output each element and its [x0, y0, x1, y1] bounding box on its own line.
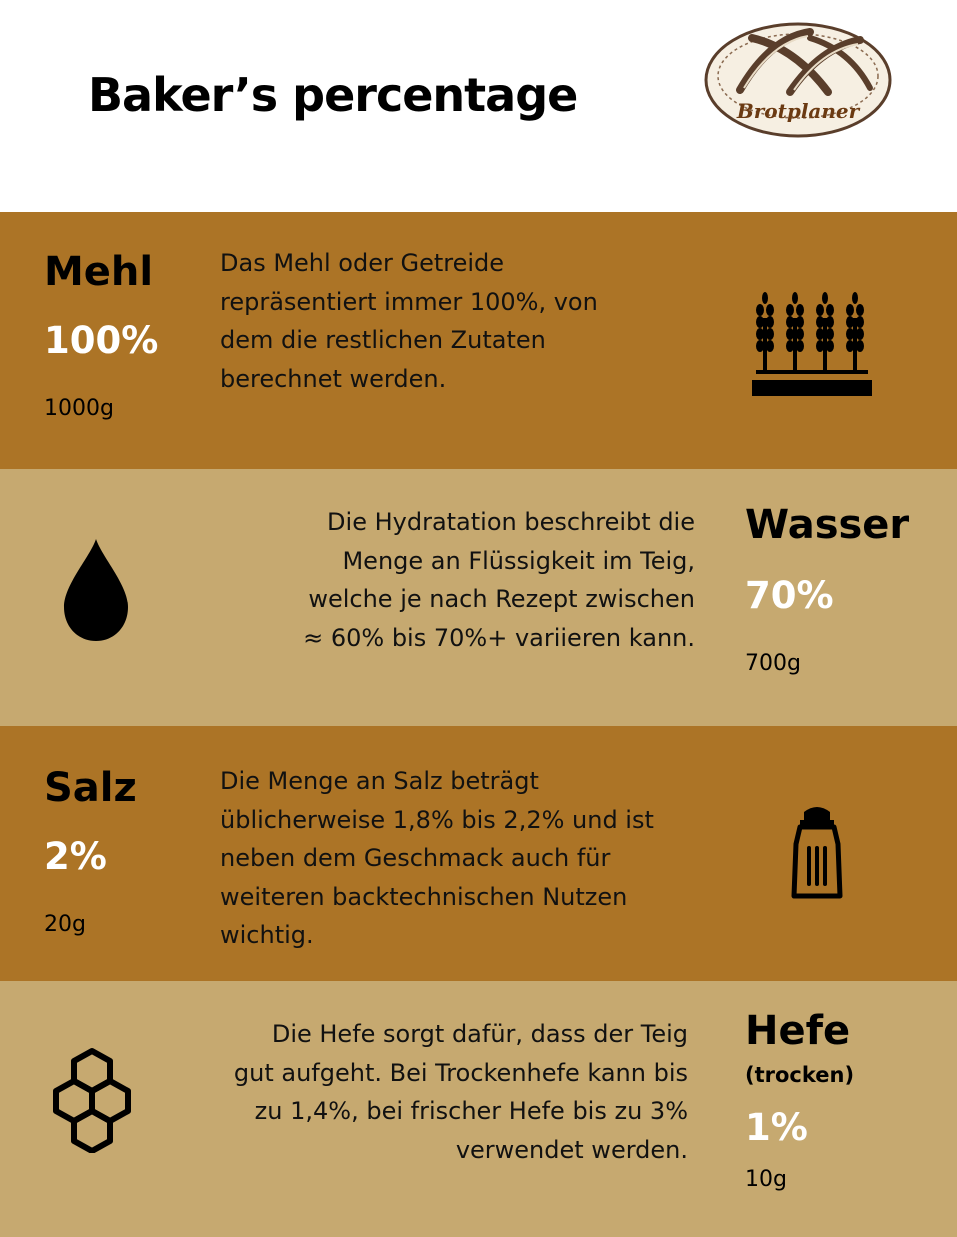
ingredient-grams: 20g — [44, 912, 86, 937]
ingredient-grams: 700g — [745, 651, 801, 676]
section-mehl — [0, 212, 957, 469]
page-title: Baker’s percentage — [88, 68, 578, 122]
water-drop-icon — [60, 539, 132, 643]
ingredient-percent: 100% — [44, 319, 159, 362]
bread-loaf-icon — [700, 18, 896, 142]
section-hefe — [0, 981, 957, 1237]
ingredient-description: Die Hydratation beschreibt die Menge an Flüssigkeit im Teig, welche je nach Rezept zwischen ≈ 60% bis 70%+ variieren kann. — [303, 508, 695, 652]
ingredient-grams: 1000g — [44, 396, 114, 421]
section-wasser — [0, 469, 957, 726]
ingredient-percent: 1% — [745, 1106, 808, 1149]
ingredient-percent: 2% — [44, 835, 107, 878]
logo-text: Brotplaner — [736, 99, 860, 123]
wheat-icon — [752, 288, 872, 396]
ingredient-name: Hefe — [745, 1008, 851, 1054]
ingredient-description: Die Menge an Salz beträgt üblicherweise 1,8% bis 2,2% und ist neben dem Geschmack auch für weiteren backtechnischen Nutzen wichtig. — [220, 767, 654, 949]
ingredient-name: Wasser — [745, 502, 910, 548]
ingredient-name: Salz — [44, 765, 137, 811]
ingredient-grams: 10g — [745, 1167, 787, 1192]
ingredient-description: Das Mehl oder Getreide repräsentiert immer 100%, von dem die restlichen Zutaten berechnet werden. — [220, 249, 598, 393]
yeast-hexagon-icon — [50, 1043, 140, 1153]
ingredient-description: Die Hefe sorgt dafür, dass der Teig gut aufgeht. Bei Trockenhefe kann bis zu 1,4%, bei frischer Hefe bis zu 3% verwendet werden. — [233, 1020, 688, 1164]
ingredient-subtitle: (trocken) — [745, 1063, 855, 1087]
header — [0, 0, 957, 212]
ingredient-percent: 70% — [745, 574, 834, 617]
salt-shaker-icon — [790, 804, 844, 900]
ingredient-name: Mehl — [44, 249, 154, 295]
section-salz — [0, 726, 957, 981]
